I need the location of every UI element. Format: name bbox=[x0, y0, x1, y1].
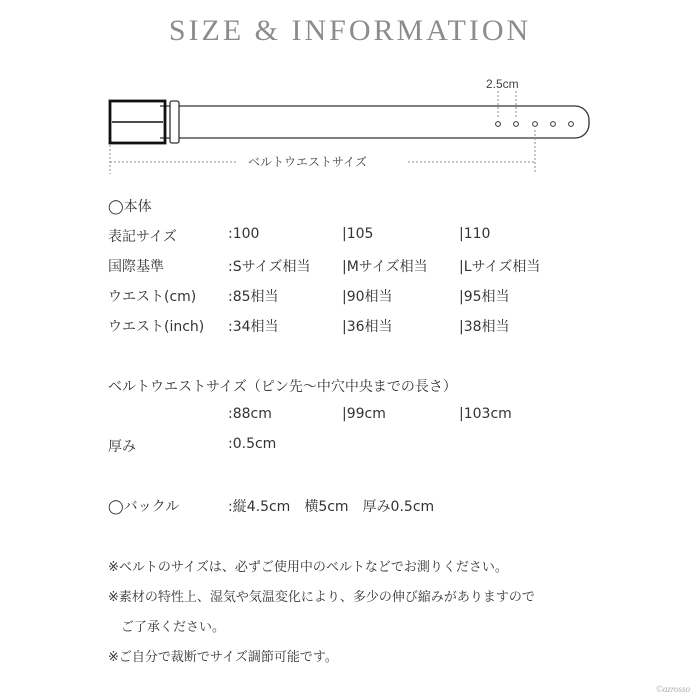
waist-size-label: ベルトウエストサイズ bbox=[248, 155, 368, 169]
row-label: ウエスト(inch) bbox=[108, 319, 205, 335]
row-value: |38相当 bbox=[459, 319, 510, 335]
note-line: ※素材の特性上、湿気や気温変化により、多少の伸び縮みがありますので bbox=[108, 590, 535, 605]
row-label: ウエスト(cm) bbox=[108, 289, 197, 305]
buckle-label: ◯バックル bbox=[108, 499, 180, 515]
row-value: :34相当 bbox=[228, 319, 279, 335]
page-title: SIZE & INFORMATION bbox=[168, 14, 532, 47]
length-heading: ベルトウエストサイズ（ピン先〜中穴中央までの長さ） bbox=[108, 379, 457, 395]
thickness-label: 厚み bbox=[108, 439, 136, 455]
belt-keeper bbox=[170, 101, 179, 143]
length-value: :88cm bbox=[228, 406, 272, 422]
row-value: |90相当 bbox=[342, 289, 393, 305]
row-value: |Mサイズ相当 bbox=[342, 259, 428, 275]
row-value: |36相当 bbox=[342, 319, 393, 335]
length-value: |103cm bbox=[459, 406, 512, 422]
row-value: |95相当 bbox=[459, 289, 510, 305]
length-value: |99cm bbox=[342, 406, 386, 422]
belt-hole bbox=[569, 122, 574, 127]
note-line: ご了承ください。 bbox=[108, 620, 226, 635]
row-value: |105 bbox=[342, 226, 374, 242]
belt-strap bbox=[160, 106, 589, 138]
body-heading: ◯本体 bbox=[108, 199, 152, 215]
buckle-value: :縦4.5cm 横5cm 厚み0.5cm bbox=[228, 499, 435, 515]
row-value: |110 bbox=[459, 226, 491, 242]
row-label: 国際基準 bbox=[108, 259, 164, 275]
belt-hole bbox=[551, 122, 556, 127]
belt-hole bbox=[533, 122, 538, 127]
belt-hole bbox=[496, 122, 501, 127]
hole-spacing-label: 2.5cm bbox=[486, 77, 519, 91]
note-line: ※ご自分で裁断でサイズ調節可能です。 bbox=[108, 650, 338, 665]
note-line: ※ベルトのサイズは、必ずご使用中のベルトなどでお測りください。 bbox=[108, 560, 508, 575]
copyright-credit: ©azrosso bbox=[655, 684, 690, 694]
belt-diagram bbox=[0, 0, 700, 185]
row-label: 表記サイズ bbox=[108, 229, 177, 245]
thickness-value: :0.5cm bbox=[228, 436, 277, 452]
row-value: :Sサイズ相当 bbox=[228, 259, 311, 275]
row-value: |Lサイズ相当 bbox=[459, 259, 541, 275]
belt-hole bbox=[514, 122, 519, 127]
row-value: :85相当 bbox=[228, 289, 279, 305]
row-value: :100 bbox=[228, 226, 260, 242]
